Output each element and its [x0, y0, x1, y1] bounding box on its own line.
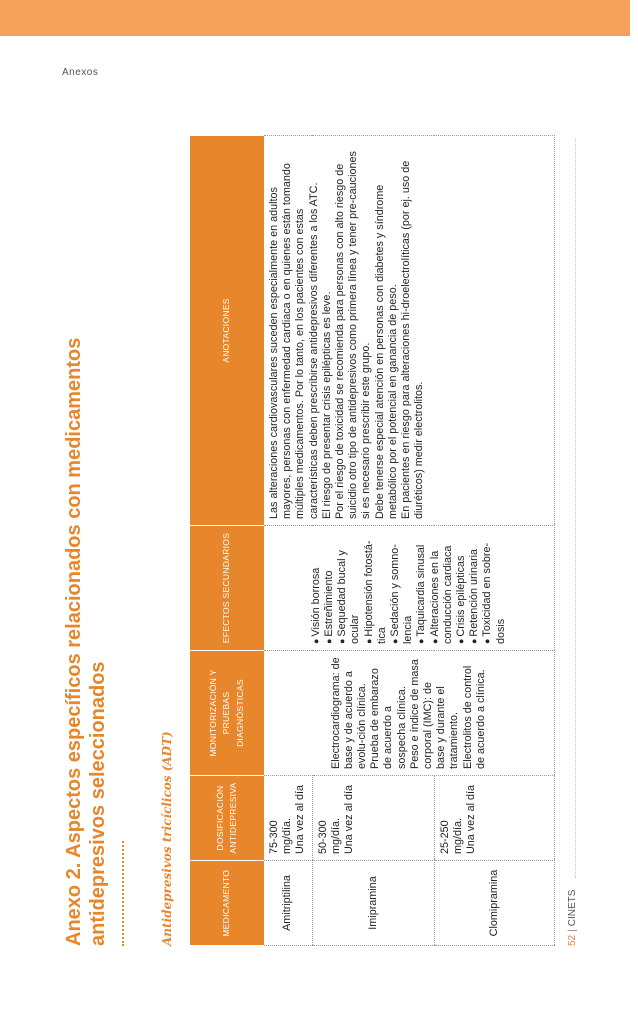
header-anotaciones: ANOTACIONES	[190, 136, 264, 526]
drug-dosage: 50-300 mg/día. Una vez al día	[312, 776, 434, 861]
list-item: ●Sequedad bucal y ocular	[336, 550, 362, 644]
drug-dosage: 75-300 mg/día. Una vez al día	[264, 776, 312, 861]
header-monitorizacion: MONITORIZACIÓN Y PRUEBAS DIAGNÓSTICAS	[190, 651, 264, 776]
side-effect-text: Retención urinaria	[468, 548, 481, 637]
side-effect-text: Taquicardia sinusal	[415, 544, 428, 637]
side-effect-text: Crisis epilépticas	[455, 555, 468, 637]
side-effect-text: Toxicidad en sobre-dosis	[481, 542, 507, 644]
side-effect-text: Alteraciones en la conducción cardiaca	[428, 545, 454, 644]
list-item: ●Hipotensión fotostá-tica	[362, 540, 388, 644]
side-effect-text: Hipotensión fotostá-tica	[362, 540, 388, 644]
footer-org: CINETS	[567, 889, 578, 927]
side-effect-text: Sedación y somno-lencia	[389, 544, 415, 644]
section-label: Anexos	[62, 67, 99, 78]
header-efectos: EFECTOS SECUNDARIOS	[190, 526, 264, 651]
header-dosificacion: DOSIFICACIÓN ANTIDEPRESIVA	[190, 776, 264, 861]
notes-cell: Las alteraciones cardiovasculares suceden especialmente en adultos mayores, personas con enfermedad cardiaca o en quienes están tomando múltiples medicamentos. Por lo tanto, en los pacientes con estas características deben prescribirse antidepresivos diferentes a los ATC. El riesgo de presentar crisis epilépticas es leve. Por el riesgo de toxicidad se recomienda para personas con alto riesgo de suicidio otro tipo de antidepresivos como primera línea y tener pre-cauciones si es necesario prescribir este grupo. Debe tenerse especial atención en personas con diabetes y síndrome metabólico por el potencial en ganancia de peso. En pacientes en riesgo para alteraciones hi-droelectrolíticas (por ej. uso de diuréticos) medir electrolitos.	[264, 136, 554, 526]
top-color-band	[0, 0, 638, 36]
adt-table	[190, 135, 555, 946]
table-header-row	[190, 136, 264, 946]
page-number: 52	[567, 934, 578, 946]
table-subtitle: Antidepresivos tricíclicos (ADT)	[160, 731, 174, 946]
table-row	[264, 136, 312, 946]
rotated-page-content	[62, 126, 598, 966]
list-item: ●Alteraciones en la conducción cardiaca	[428, 545, 454, 644]
footer-dotted-line	[575, 138, 576, 878]
list-item: ●Crisis epilépticas	[455, 555, 468, 644]
side-effect-text: Visión borrosa	[309, 567, 322, 637]
monitoring-cell: Electrocardiograma: de base y de acuerdo a evolu-ción clínica. Prueba de embarazo de acuerdo a sospecha clínica. Peso e índice de masa corporal (IMC): de base y durante el tratamiento. Electrolitos de control de acuerdo a clínica.	[264, 651, 554, 776]
list-item: ●Estreñimiento	[322, 570, 335, 644]
header-medicamento: MEDICAMENTO	[190, 861, 264, 946]
list-item: ●Toxicidad en sobre-dosis	[481, 542, 507, 644]
drug-dosage: 25-250 mg/día. Una vez al día	[434, 776, 554, 861]
drug-name: Clomipramina	[434, 861, 554, 946]
side-effects-list	[310, 532, 508, 644]
drug-name: Imipramina	[312, 861, 434, 946]
side-effects-cell	[264, 526, 554, 651]
side-effect-text: Sequedad bucal y ocular	[336, 550, 362, 644]
list-item: ●Visión borrosa	[309, 567, 322, 644]
title-underline	[122, 841, 124, 946]
list-item: ●Sedación y somno-lencia	[389, 544, 415, 644]
side-effect-text: Estreñimiento	[322, 570, 335, 637]
page-title: Anexo 2. Aspectos específicos relacionados con medicamentos antidepresivos seleccionados	[63, 337, 109, 946]
drug-name: Amitriptilina	[264, 861, 312, 946]
list-item: ●Taquicardia sinusal	[415, 544, 428, 644]
list-item: ●Retención urinaria	[468, 548, 481, 644]
page-footer: 52|CINETS	[567, 126, 583, 946]
